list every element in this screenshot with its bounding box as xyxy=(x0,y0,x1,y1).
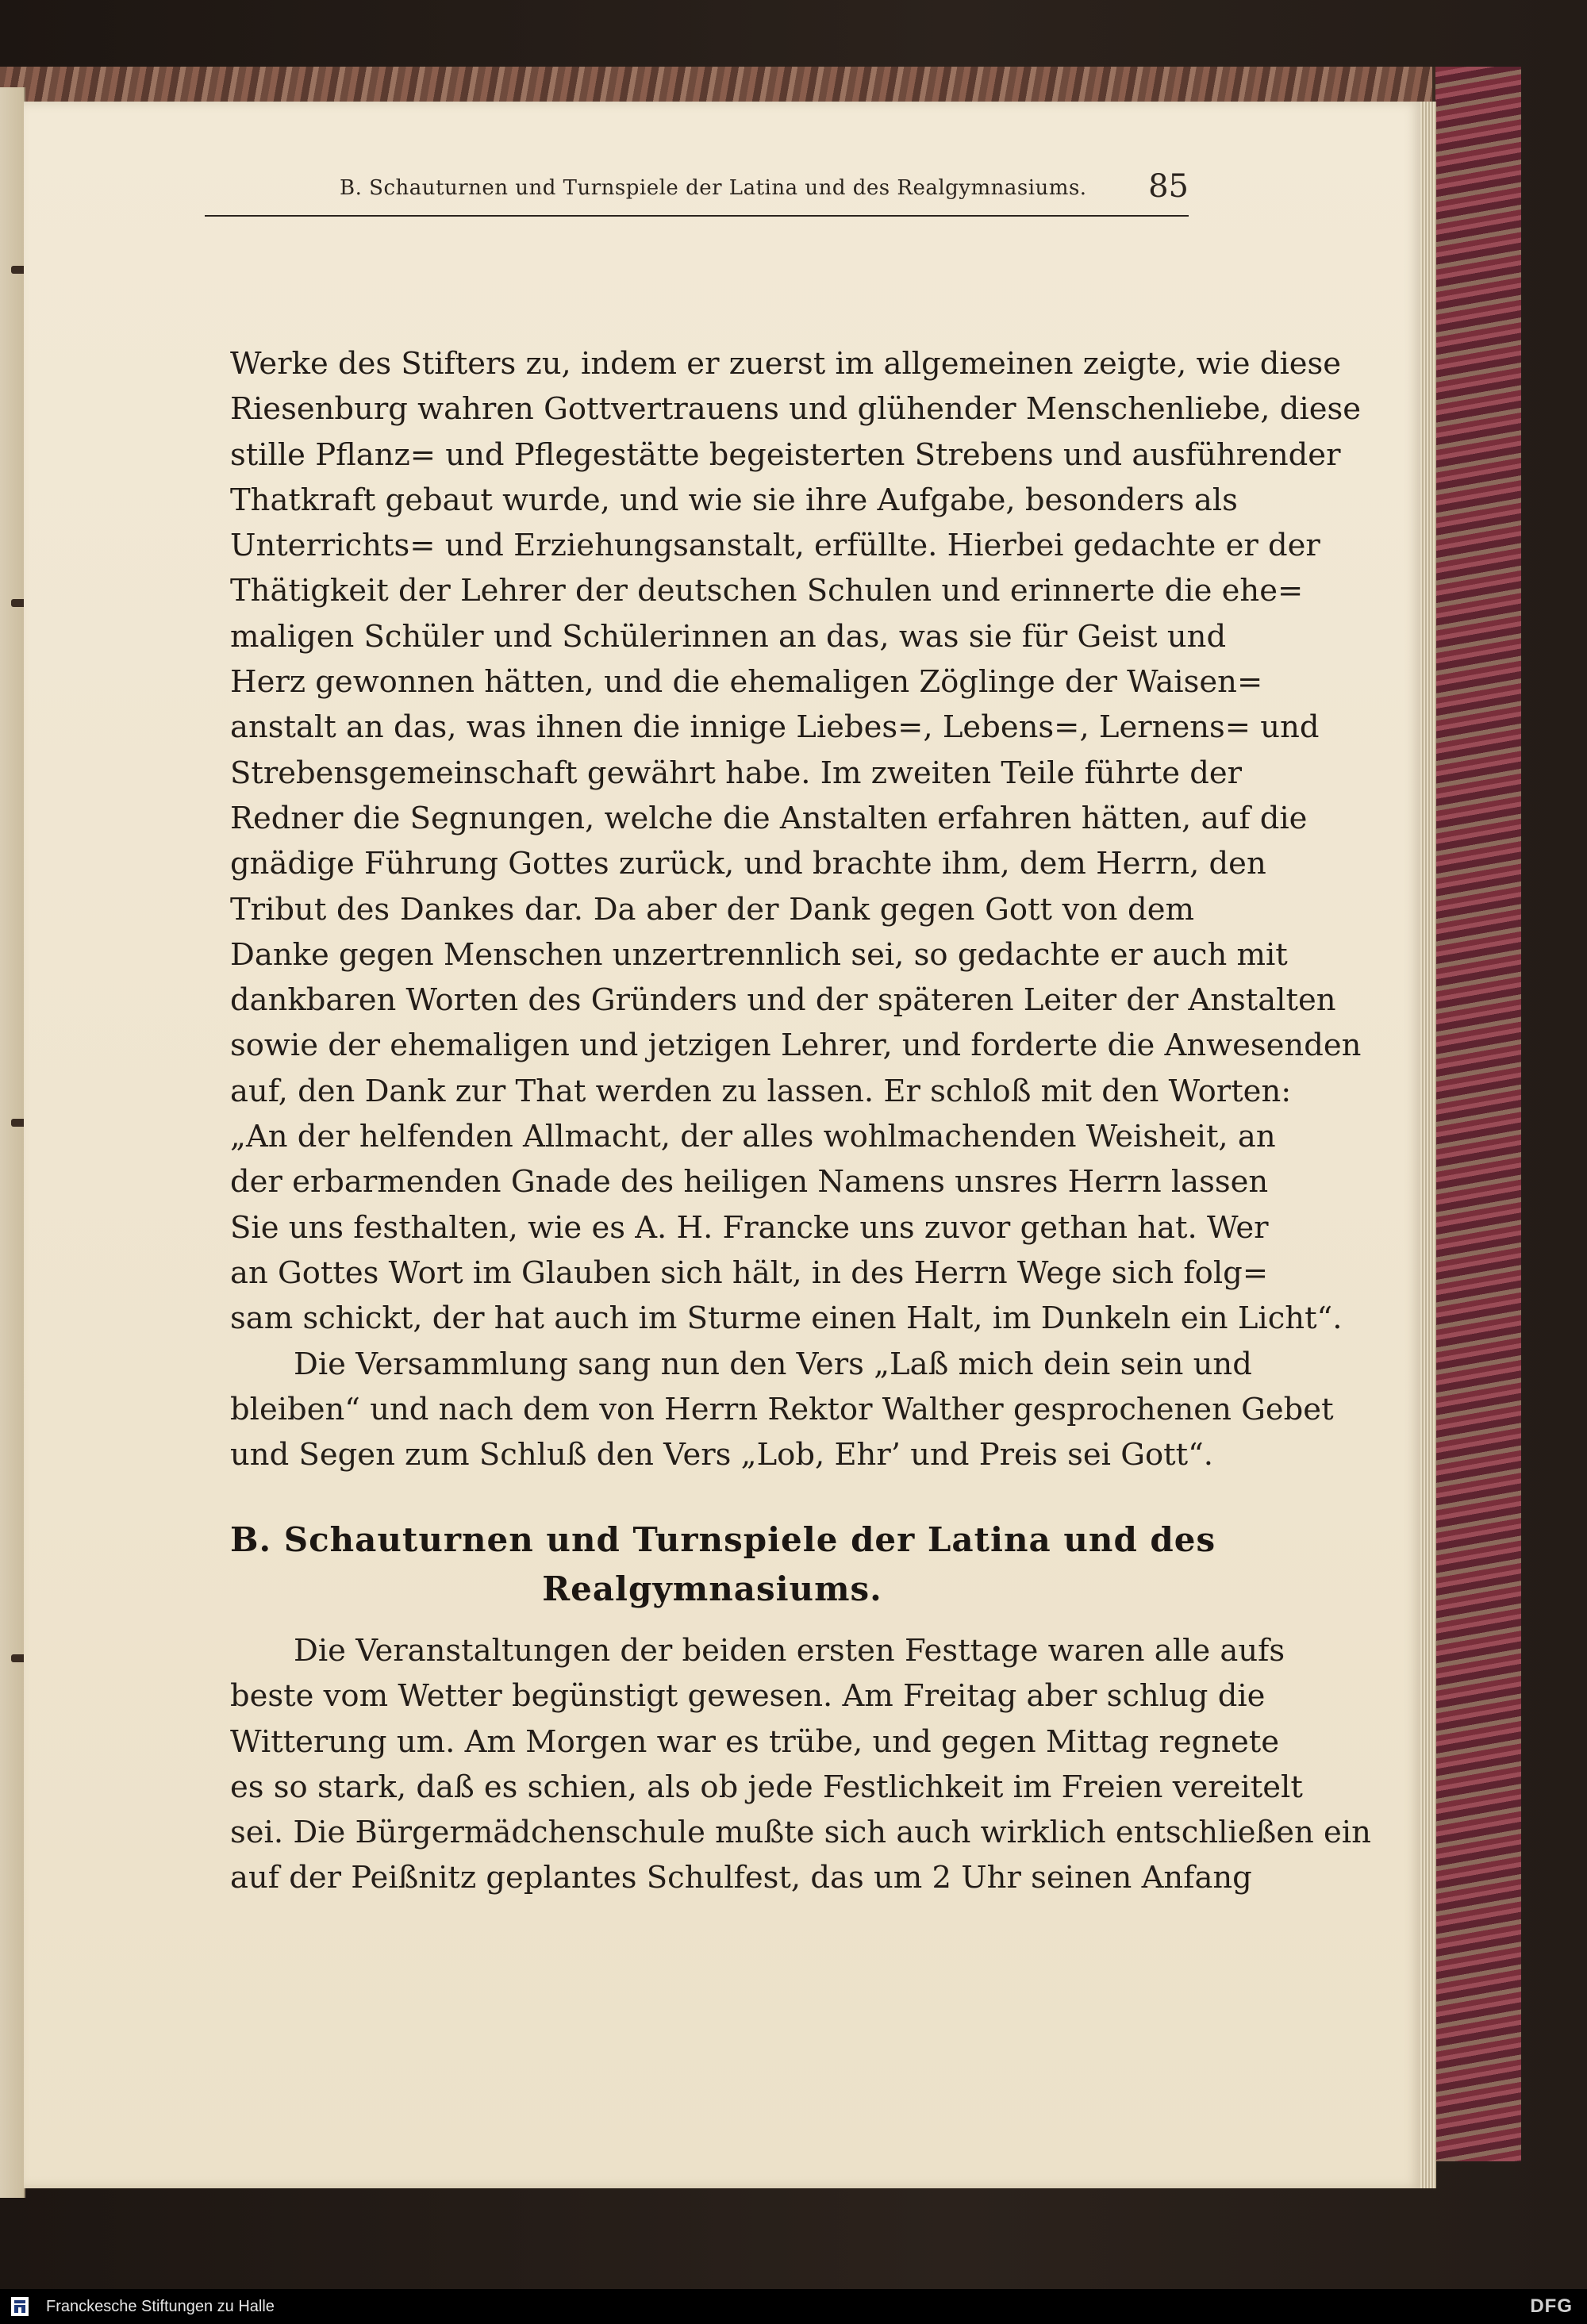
section-heading xyxy=(230,1515,1216,1614)
text-line: dankbaren Worten des Gründers und der späteren Leiter der Anstalten xyxy=(230,982,1336,1019)
text-line: Werke des Stifters zu, indem er zuerst im allgemeinen zeigte, wie diese xyxy=(230,346,1342,382)
text-line: Herz gewonnen hätten, und die ehemaligen Zöglinge der Waisen= xyxy=(230,664,1263,701)
text-line: gnädige Führung Gottes zurück, und brachte ihm, dem Herrn, den xyxy=(230,846,1266,882)
marbled-cover-right xyxy=(1432,67,1521,2161)
text-line: Sie uns festhalten, wie es A. H. Francke uns zuvor gethan hat. Wer xyxy=(230,1209,1269,1246)
viewer-footer xyxy=(0,2289,1587,2324)
text-line: „An der helfenden Allmacht, der alles wohlmachenden Weisheit, an xyxy=(230,1119,1276,1155)
text-line: auf der Peißnitz geplantes Schulfest, das um 2 Uhr seinen Anfang xyxy=(230,1860,1252,1896)
text-line: sam schickt, der hat auch im Sturme einen Halt, im Dunkeln ein Licht“. xyxy=(230,1300,1343,1337)
section-heading-line: B. Schauturnen und Turnspiele der Latina und des xyxy=(230,1520,1216,1559)
text-line: es so stark, daß es schien, als ob jede Festlichkeit im Freien vereitelt xyxy=(230,1769,1303,1805)
text-line: Die Veranstaltungen der beiden ersten Festtage waren alle aufs xyxy=(294,1633,1285,1669)
text-line: Witterung um. Am Morgen war es trübe, und gegen Mittag regnete xyxy=(230,1723,1280,1760)
previous-page-edge xyxy=(0,87,25,2198)
text-line: der erbarmenden Gnade des heiligen Namens unsres Herrn lassen xyxy=(230,1164,1269,1200)
page-stack-edge xyxy=(1420,102,1436,2188)
text-line: Unterrichts= und Erziehungsanstalt, erfüllte. Hierbei gedachte er der xyxy=(230,528,1320,564)
text-line: Thätigkeit der Lehrer der deutschen Schulen und erinnerte die ehe= xyxy=(230,573,1304,609)
text-line: maligen Schüler und Schülerinnen an das, was sie für Geist und xyxy=(230,618,1227,655)
text-line: stille Pflanz= und Pflegestätte begeisterten Strebens und ausführender xyxy=(230,436,1341,473)
section-text xyxy=(230,1628,1371,1901)
running-head xyxy=(205,168,1189,217)
text-line: Thatkraft gebaut wurde, und wie sie ihre Aufgabe, besonders als xyxy=(230,482,1238,518)
text-line: Strebensgemeinschaft gewährt habe. Im zweiten Teile führte der xyxy=(230,755,1243,791)
text-line: sowie der ehemaligen und jetzigen Lehrer, und forderte die Anwesenden xyxy=(230,1028,1362,1064)
text-line: Die Versammlung sang nun den Vers „Laß mich dein sein und xyxy=(294,1346,1252,1382)
text-line: beste vom Wetter begünstigt gewesen. Am Freitag aber schlug die xyxy=(230,1678,1266,1715)
text-line: und Segen zum Schluß den Vers „Lob, Ehr’ und Preis sei Gott“. xyxy=(230,1437,1213,1473)
dfg-logo: DFG xyxy=(1530,2295,1573,2317)
text-line: Riesenburg wahren Gottvertrauens und glühender Menschenliebe, diese xyxy=(230,391,1362,428)
text-line: bleiben“ und nach dem von Herrn Rektor Walther gesprochenen Gebet xyxy=(230,1391,1334,1427)
text-line: auf, den Dank zur That werden zu lassen. Er schloß mit den Worten: xyxy=(230,1073,1292,1109)
text-line: an Gottes Wort im Glauben sich hält, in des Herrn Wege sich folg= xyxy=(230,1254,1269,1291)
text-line: anstalt an das, was ihnen die innige Liebes=, Lebens=, Lernens= und xyxy=(230,709,1320,746)
text-line: sei. Die Bürgermädchenschule mußte sich auch wirklich entschließen ein xyxy=(230,1815,1371,1851)
page-number: 85 xyxy=(1148,168,1189,205)
text-line: Danke gegen Menschen unzertrennlich sei, so gedachte er auch mit xyxy=(230,936,1288,973)
body-text xyxy=(230,341,1362,1477)
institution-logo-icon xyxy=(10,2295,30,2318)
institution-name: Franckesche Stiftungen zu Halle xyxy=(46,2298,275,2315)
text-line: Tribut des Dankes dar. Da aber der Dank gegen Gott von dem xyxy=(230,891,1194,928)
section-heading-line: Realgymnasiums. xyxy=(542,1569,882,1608)
text-line: Redner die Segnungen, welche die Anstalten erfahren hätten, auf die xyxy=(230,800,1308,836)
running-title: B. Schauturnen und Turnspiele der Latina und des Realgymnasiums. xyxy=(340,176,1087,200)
